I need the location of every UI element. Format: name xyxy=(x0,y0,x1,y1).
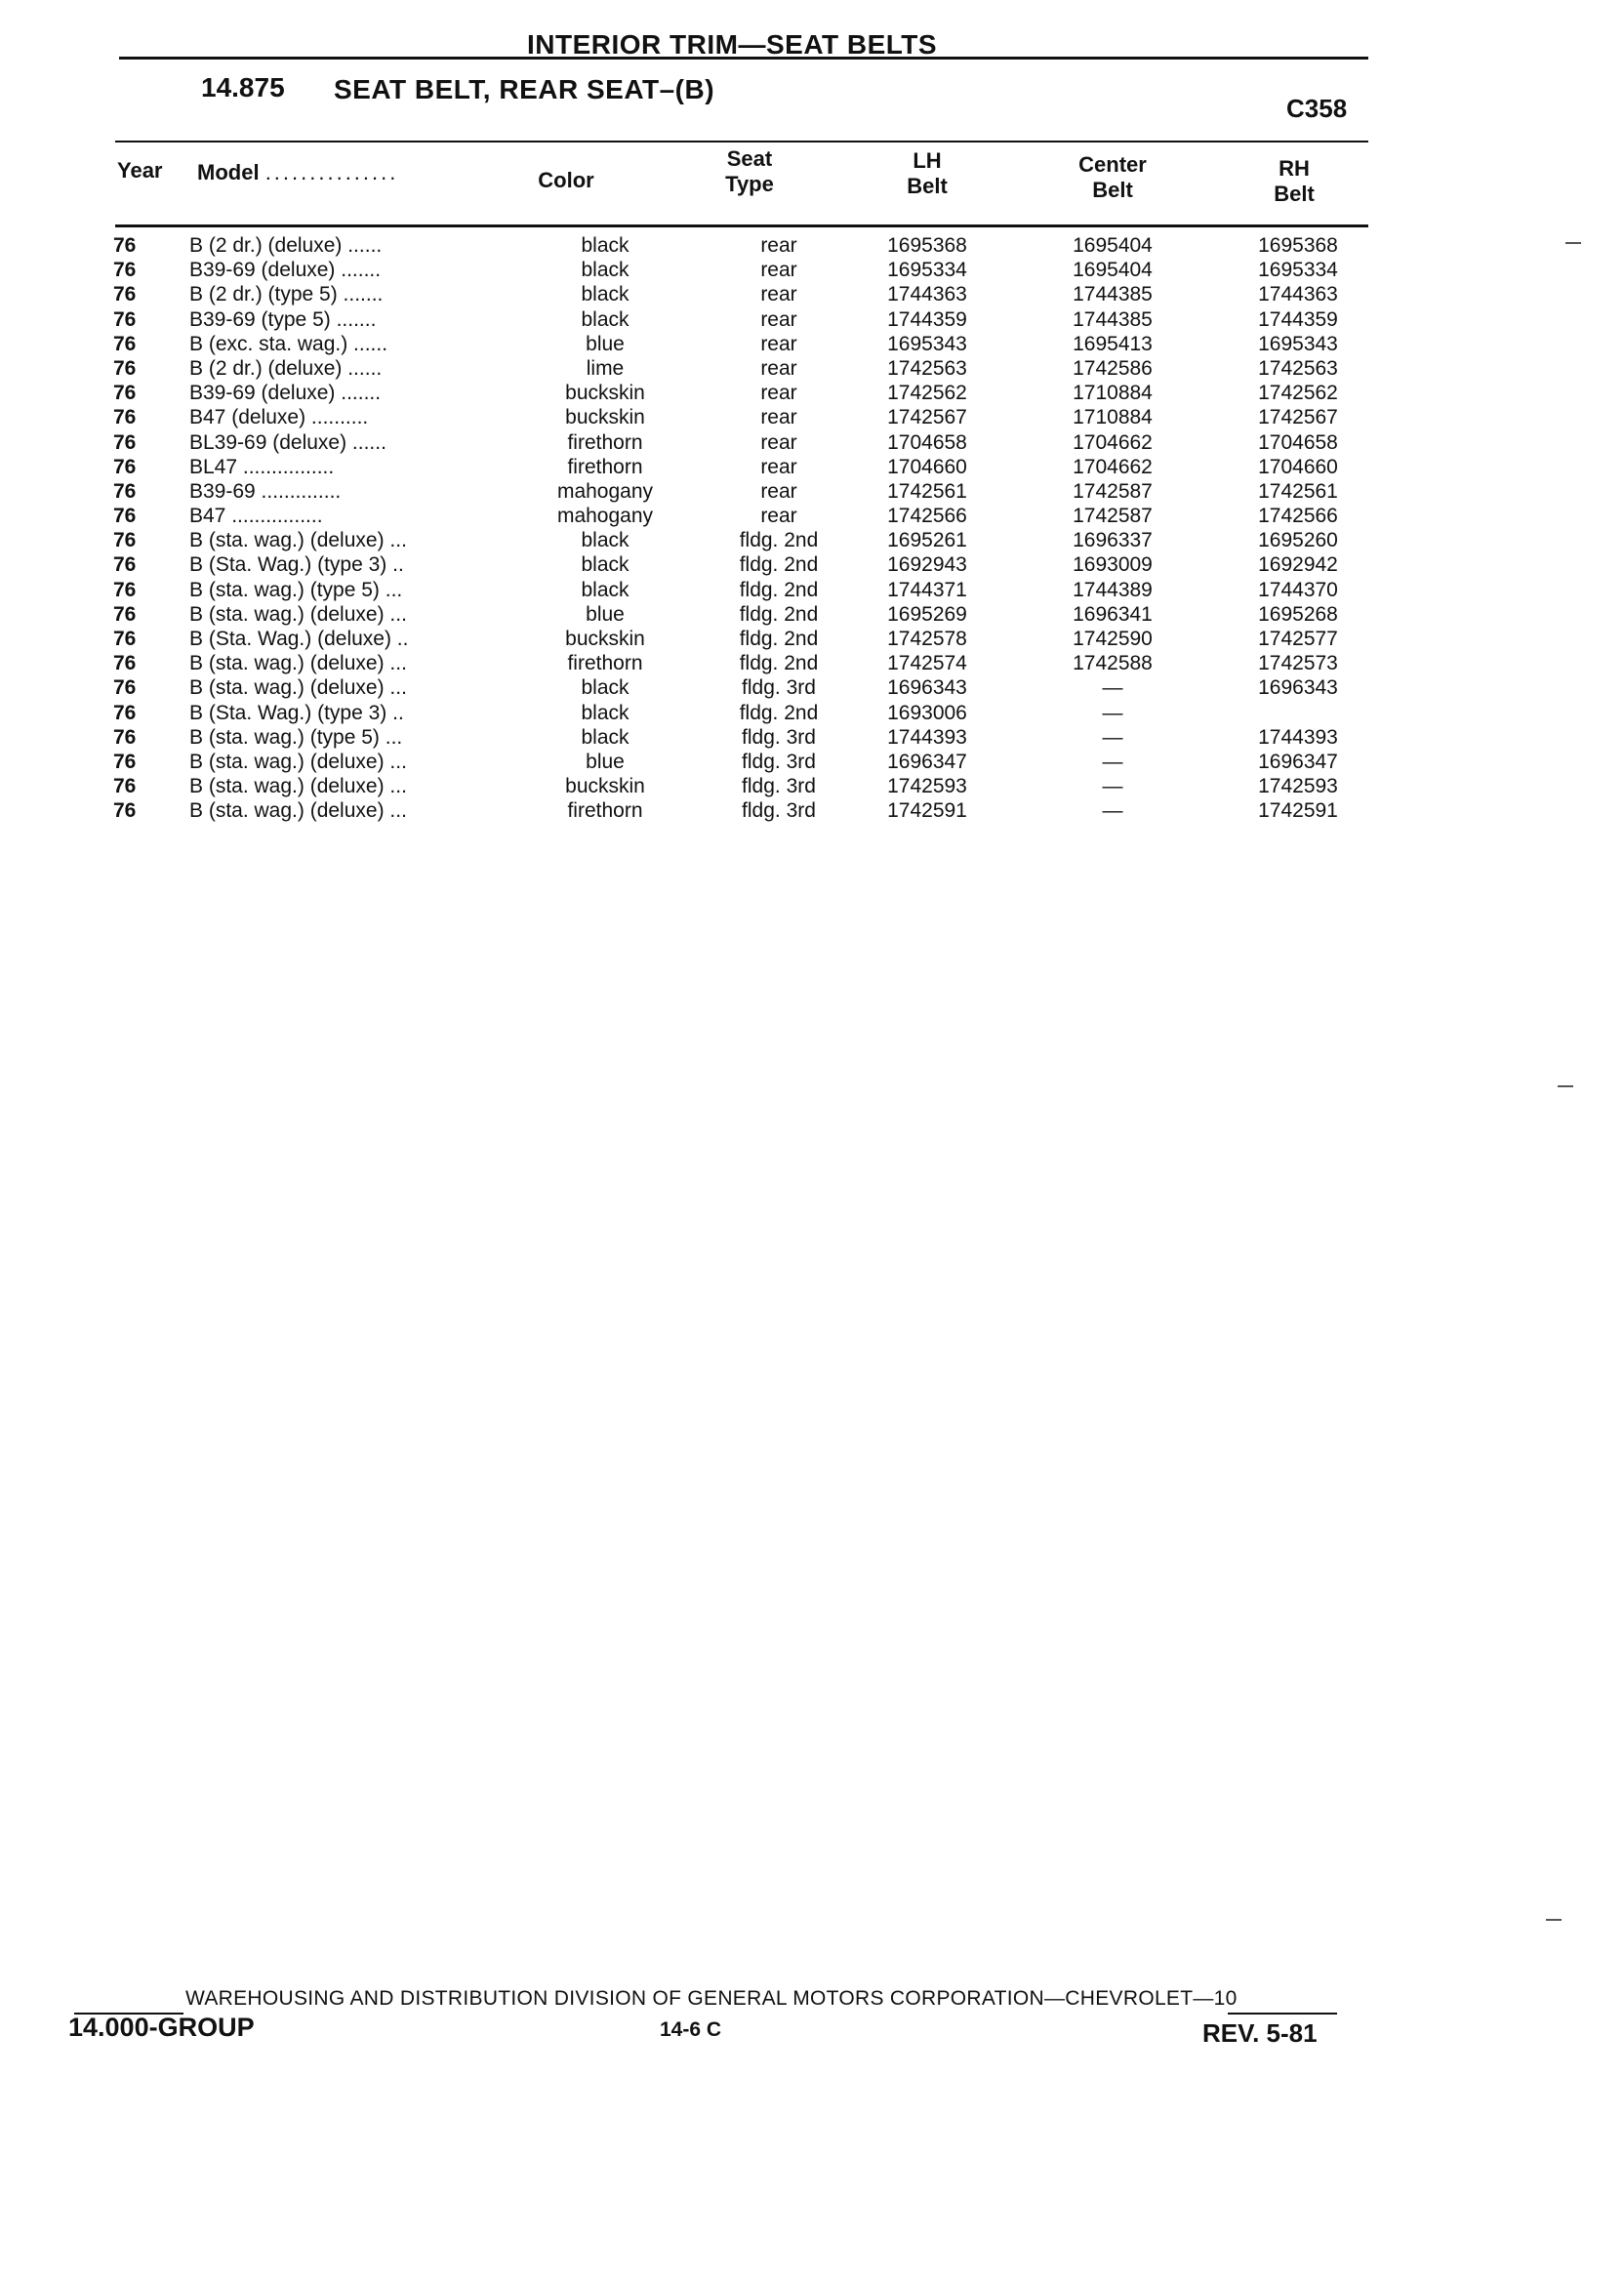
cell-color: black xyxy=(581,578,629,601)
cell-seat-type: rear xyxy=(760,505,797,528)
cell-seat-type: fldg. 3rd xyxy=(742,750,816,773)
cell-center-belt: 1704662 xyxy=(1073,455,1153,478)
cell-model: B (Sta. Wag.) (type 3) .. xyxy=(189,701,404,724)
table-row xyxy=(98,603,1366,628)
cell-seat-type: rear xyxy=(760,283,797,306)
cell-lh-belt: 1695269 xyxy=(887,602,967,626)
table-row xyxy=(98,259,1366,283)
cell-year: 76 xyxy=(113,356,137,380)
cell-lh-belt: 1704660 xyxy=(887,455,967,478)
cell-seat-type: fldg. 2nd xyxy=(739,553,819,577)
cell-rh-belt: 1695260 xyxy=(1258,529,1338,552)
column-header-rh-line2: Belt xyxy=(1274,182,1315,206)
cell-color: black xyxy=(581,725,629,749)
cell-color: firethorn xyxy=(567,455,643,478)
cell-center-belt: 1696341 xyxy=(1073,602,1153,626)
cell-model: BL39-69 (deluxe) ...... xyxy=(189,430,386,454)
table-row xyxy=(98,628,1366,652)
cell-model: B (sta. wag.) (deluxe) ... xyxy=(189,602,407,626)
column-header-lh-line1: LH xyxy=(913,148,942,173)
cell-model: B39-69 (deluxe) ....... xyxy=(189,259,382,282)
cell-seat-type: fldg. 2nd xyxy=(739,529,819,552)
cell-year: 76 xyxy=(113,676,137,700)
cell-seat-type: fldg. 3rd xyxy=(742,725,816,749)
cell-year: 76 xyxy=(113,799,137,823)
table-row xyxy=(98,726,1366,751)
cell-year: 76 xyxy=(113,553,137,577)
footer-group: 14.000-GROUP xyxy=(68,2013,255,2042)
cell-lh-belt: 1742566 xyxy=(887,505,967,528)
cell-lh-belt: 1696347 xyxy=(887,750,967,773)
cell-lh-belt: 1742567 xyxy=(887,406,967,429)
cell-lh-belt: 1695334 xyxy=(887,259,967,282)
cell-model: B (sta. wag.) (deluxe) ... xyxy=(189,799,407,823)
cell-lh-belt: 1692943 xyxy=(887,553,967,577)
cell-center-belt: 1742588 xyxy=(1073,652,1153,675)
column-header-center-line1: Center xyxy=(1078,152,1147,177)
cell-model: B (sta. wag.) (type 5) ... xyxy=(189,578,403,601)
table-row xyxy=(98,652,1366,676)
table-row xyxy=(98,333,1366,357)
cell-color: blue xyxy=(586,750,625,773)
cell-rh-belt: 1695268 xyxy=(1258,602,1338,626)
cell-model: B39-69 (deluxe) ....... xyxy=(189,382,382,405)
cell-seat-type: rear xyxy=(760,479,797,503)
table-row xyxy=(98,431,1366,456)
table-row xyxy=(98,553,1366,578)
cell-lh-belt: 1744371 xyxy=(887,578,967,601)
cell-lh-belt: 1742578 xyxy=(887,628,967,650)
cell-rh-belt: 1742593 xyxy=(1258,775,1338,798)
cell-lh-belt: 1695368 xyxy=(887,234,967,257)
table-row xyxy=(98,775,1366,799)
cell-center-belt: 1744385 xyxy=(1073,283,1153,306)
cell-seat-type: fldg. 3rd xyxy=(742,676,816,700)
page-header-title: INTERIOR TRIM—SEAT BELTS xyxy=(527,29,938,60)
table-row xyxy=(98,406,1366,430)
table-row xyxy=(98,308,1366,333)
cell-center-belt: 1696337 xyxy=(1073,529,1153,552)
table-row xyxy=(98,702,1366,726)
cell-lh-belt: 1744393 xyxy=(887,725,967,749)
cell-rh-belt: 1742591 xyxy=(1258,799,1338,823)
cell-center-belt: 1695404 xyxy=(1073,259,1153,282)
table-row xyxy=(98,579,1366,603)
cell-rh-belt: 1742563 xyxy=(1258,356,1338,380)
cell-rh-belt: 1742567 xyxy=(1258,406,1338,429)
section-title: SEAT BELT, REAR SEAT–(B) xyxy=(334,74,715,104)
cell-rh-belt: 1704658 xyxy=(1258,430,1338,454)
cell-color: buckskin xyxy=(565,382,645,405)
column-header-lh-line2: Belt xyxy=(907,174,948,198)
cell-center-belt: 1710884 xyxy=(1073,406,1153,429)
column-header-rh-belt xyxy=(1216,156,1372,207)
column-header-seat-line2: Type xyxy=(725,172,774,196)
column-header-year: Year xyxy=(117,158,163,183)
cell-lh-belt: 1742562 xyxy=(887,382,967,405)
cell-color: black xyxy=(581,259,629,282)
cell-year: 76 xyxy=(113,307,137,331)
cell-color: blue xyxy=(586,332,625,355)
cell-rh-belt: 1695343 xyxy=(1258,332,1338,355)
cell-color: firethorn xyxy=(567,652,643,675)
column-header-seat-type xyxy=(671,146,828,197)
cell-model: B (Sta. Wag.) (type 3) .. xyxy=(189,553,404,577)
cell-model: B39-69 .............. xyxy=(189,479,342,503)
cell-center-belt: 1710884 xyxy=(1073,382,1153,405)
cell-year: 76 xyxy=(113,775,137,798)
cell-rh-belt: 1692942 xyxy=(1258,553,1338,577)
footer-revision: REV. 5-81 xyxy=(1202,2018,1318,2048)
cell-rh-belt: 1696347 xyxy=(1258,750,1338,773)
cell-seat-type: fldg. 2nd xyxy=(739,602,819,626)
cell-color: lime xyxy=(586,356,625,380)
cell-model: B47 ................ xyxy=(189,505,323,528)
footer-division-text: WAREHOUSING AND DISTRIBUTION DIVISION OF GENERAL MOTORS CORPORATION—CHEVROLET—10 xyxy=(185,1987,1238,2010)
cell-color: buckskin xyxy=(565,628,645,650)
table-row xyxy=(98,799,1366,824)
cell-model: B (sta. wag.) (deluxe) ... xyxy=(189,750,407,773)
column-header-center-line2: Belt xyxy=(1092,178,1133,202)
cell-seat-type: fldg. 3rd xyxy=(742,775,816,798)
table-header-bottom-rule xyxy=(115,224,1368,227)
cell-center-belt: — xyxy=(1102,725,1123,749)
table-row xyxy=(98,234,1366,259)
cell-model: B (sta. wag.) (deluxe) ... xyxy=(189,676,407,700)
cell-color: black xyxy=(581,529,629,552)
cell-lh-belt: 1742574 xyxy=(887,652,967,675)
cell-rh-belt: 1742573 xyxy=(1258,652,1338,675)
cell-rh-belt: 1742562 xyxy=(1258,382,1338,405)
column-header-seat-line1: Seat xyxy=(726,146,773,171)
table-row xyxy=(98,456,1366,480)
column-header-model xyxy=(197,160,398,185)
cell-seat-type: rear xyxy=(760,259,797,282)
cell-model: B (sta. wag.) (deluxe) ... xyxy=(189,775,407,798)
cell-lh-belt: 1696343 xyxy=(887,676,967,700)
cell-rh-belt: 1696343 xyxy=(1258,676,1338,700)
cell-rh-belt: 1742577 xyxy=(1258,628,1338,650)
cell-center-belt: 1693009 xyxy=(1073,553,1153,577)
cell-center-belt: — xyxy=(1102,750,1123,773)
cell-center-belt: 1742586 xyxy=(1073,356,1153,380)
cell-year: 76 xyxy=(113,750,137,773)
cell-year: 76 xyxy=(113,628,137,650)
cell-lh-belt: 1744363 xyxy=(887,283,967,306)
parts-table-body xyxy=(98,234,1366,825)
column-header-rh-line1: RH xyxy=(1279,156,1310,181)
cell-rh-belt: 1695334 xyxy=(1258,259,1338,282)
cell-year: 76 xyxy=(113,701,137,724)
cell-color: buckskin xyxy=(565,406,645,429)
column-header-color: Color xyxy=(538,168,594,192)
cell-seat-type: rear xyxy=(760,455,797,478)
cell-rh-belt: 1695368 xyxy=(1258,234,1338,257)
cell-year: 76 xyxy=(113,652,137,675)
cell-center-belt: 1695404 xyxy=(1073,234,1153,257)
cell-seat-type: rear xyxy=(760,234,797,257)
cell-color: black xyxy=(581,283,629,306)
cell-year: 76 xyxy=(113,529,137,552)
cell-rh-belt: 1704660 xyxy=(1258,455,1338,478)
cell-lh-belt: 1742591 xyxy=(887,799,967,823)
cell-center-belt: 1742587 xyxy=(1073,505,1153,528)
cell-year: 76 xyxy=(113,234,137,257)
column-header-model-leader: ............... xyxy=(264,160,399,184)
cell-seat-type: rear xyxy=(760,307,797,331)
cell-color: black xyxy=(581,701,629,724)
cell-model: B (sta. wag.) (deluxe) ... xyxy=(189,529,407,552)
cell-lh-belt: 1742563 xyxy=(887,356,967,380)
cell-model: B (exc. sta. wag.) ...... xyxy=(189,332,388,355)
cell-lh-belt: 1695261 xyxy=(887,529,967,552)
cell-year: 76 xyxy=(113,455,137,478)
table-row xyxy=(98,382,1366,406)
cell-rh-belt: 1744393 xyxy=(1258,725,1338,749)
table-header-top-rule xyxy=(115,141,1368,142)
cell-model: B39-69 (type 5) ....... xyxy=(189,307,377,331)
table-row xyxy=(98,529,1366,553)
cell-year: 76 xyxy=(113,479,137,503)
cell-rh-belt: 1744363 xyxy=(1258,283,1338,306)
cell-center-belt: 1704662 xyxy=(1073,430,1153,454)
table-row xyxy=(98,480,1366,505)
cell-color: firethorn xyxy=(567,430,643,454)
cell-seat-type: fldg. 2nd xyxy=(739,701,819,724)
footer-rule-right xyxy=(1228,2013,1337,2015)
cell-lh-belt: 1742593 xyxy=(887,775,967,798)
cell-color: blue xyxy=(586,602,625,626)
cell-color: black xyxy=(581,234,629,257)
section-number: 14.875 xyxy=(201,72,285,102)
cell-year: 76 xyxy=(113,602,137,626)
cell-year: 76 xyxy=(113,332,137,355)
table-row xyxy=(98,751,1366,775)
margin-tick xyxy=(1546,1919,1562,1921)
cell-center-belt: — xyxy=(1102,676,1123,700)
cell-model: B (2 dr.) (deluxe) ...... xyxy=(189,234,383,257)
cell-year: 76 xyxy=(113,283,137,306)
cell-center-belt: — xyxy=(1102,701,1123,724)
cell-lh-belt: 1693006 xyxy=(887,701,967,724)
cell-year: 76 xyxy=(113,259,137,282)
cell-year: 76 xyxy=(113,578,137,601)
cell-lh-belt: 1744359 xyxy=(887,307,967,331)
cell-seat-type: rear xyxy=(760,406,797,429)
cell-lh-belt: 1742561 xyxy=(887,479,967,503)
table-row xyxy=(98,357,1366,382)
cell-year: 76 xyxy=(113,382,137,405)
cell-seat-type: rear xyxy=(760,332,797,355)
column-header-model-label: Model xyxy=(197,160,260,184)
cell-year: 76 xyxy=(113,725,137,749)
column-header-center-belt xyxy=(1035,152,1191,203)
table-row xyxy=(98,505,1366,529)
cell-model: B47 (deluxe) .......... xyxy=(189,406,369,429)
cell-model: B (Sta. Wag.) (deluxe) .. xyxy=(189,628,409,650)
cell-year: 76 xyxy=(113,430,137,454)
cell-seat-type: rear xyxy=(760,356,797,380)
margin-tick xyxy=(1558,1085,1573,1087)
cell-color: mahogany xyxy=(556,505,654,528)
cell-seat-type: fldg. 2nd xyxy=(739,628,819,650)
cell-model: B (sta. wag.) (deluxe) ... xyxy=(189,652,407,675)
cell-color: black xyxy=(581,307,629,331)
cell-rh-belt: 1742561 xyxy=(1258,479,1338,503)
header-rule xyxy=(119,57,1368,60)
footer-page-number: 14-6 C xyxy=(660,2018,722,2041)
table-row xyxy=(98,676,1366,701)
cell-rh-belt: 1744370 xyxy=(1258,578,1338,601)
cell-center-belt: 1742587 xyxy=(1073,479,1153,503)
cell-center-belt: 1695413 xyxy=(1073,332,1153,355)
cell-center-belt: — xyxy=(1102,799,1123,823)
cell-seat-type: rear xyxy=(760,430,797,454)
cell-model: BL47 ................ xyxy=(189,455,335,478)
table-row xyxy=(98,283,1366,307)
cell-model: B (sta. wag.) (type 5) ... xyxy=(189,725,403,749)
cell-color: buckskin xyxy=(565,775,645,798)
cell-model: B (2 dr.) (deluxe) ...... xyxy=(189,356,383,380)
cell-center-belt: 1742590 xyxy=(1073,628,1153,650)
margin-tick xyxy=(1565,242,1581,244)
cell-lh-belt: 1695343 xyxy=(887,332,967,355)
cell-color: black xyxy=(581,676,629,700)
cell-rh-belt: 1742566 xyxy=(1258,505,1338,528)
cell-seat-type: fldg. 3rd xyxy=(742,799,816,823)
cell-center-belt: 1744389 xyxy=(1073,578,1153,601)
cell-center-belt: 1744385 xyxy=(1073,307,1153,331)
cell-lh-belt: 1704658 xyxy=(887,430,967,454)
cell-rh-belt: 1744359 xyxy=(1258,307,1338,331)
cell-center-belt: — xyxy=(1102,775,1123,798)
catalog-code: C358 xyxy=(1286,94,1348,123)
cell-color: firethorn xyxy=(567,799,643,823)
cell-model: B (2 dr.) (type 5) ....... xyxy=(189,283,384,306)
column-header-lh-belt xyxy=(849,148,1005,199)
cell-year: 76 xyxy=(113,406,137,429)
cell-year: 76 xyxy=(113,505,137,528)
cell-seat-type: fldg. 2nd xyxy=(739,578,819,601)
cell-color: black xyxy=(581,553,629,577)
cell-seat-type: rear xyxy=(760,382,797,405)
cell-color: mahogany xyxy=(556,479,654,503)
cell-seat-type: fldg. 2nd xyxy=(739,652,819,675)
